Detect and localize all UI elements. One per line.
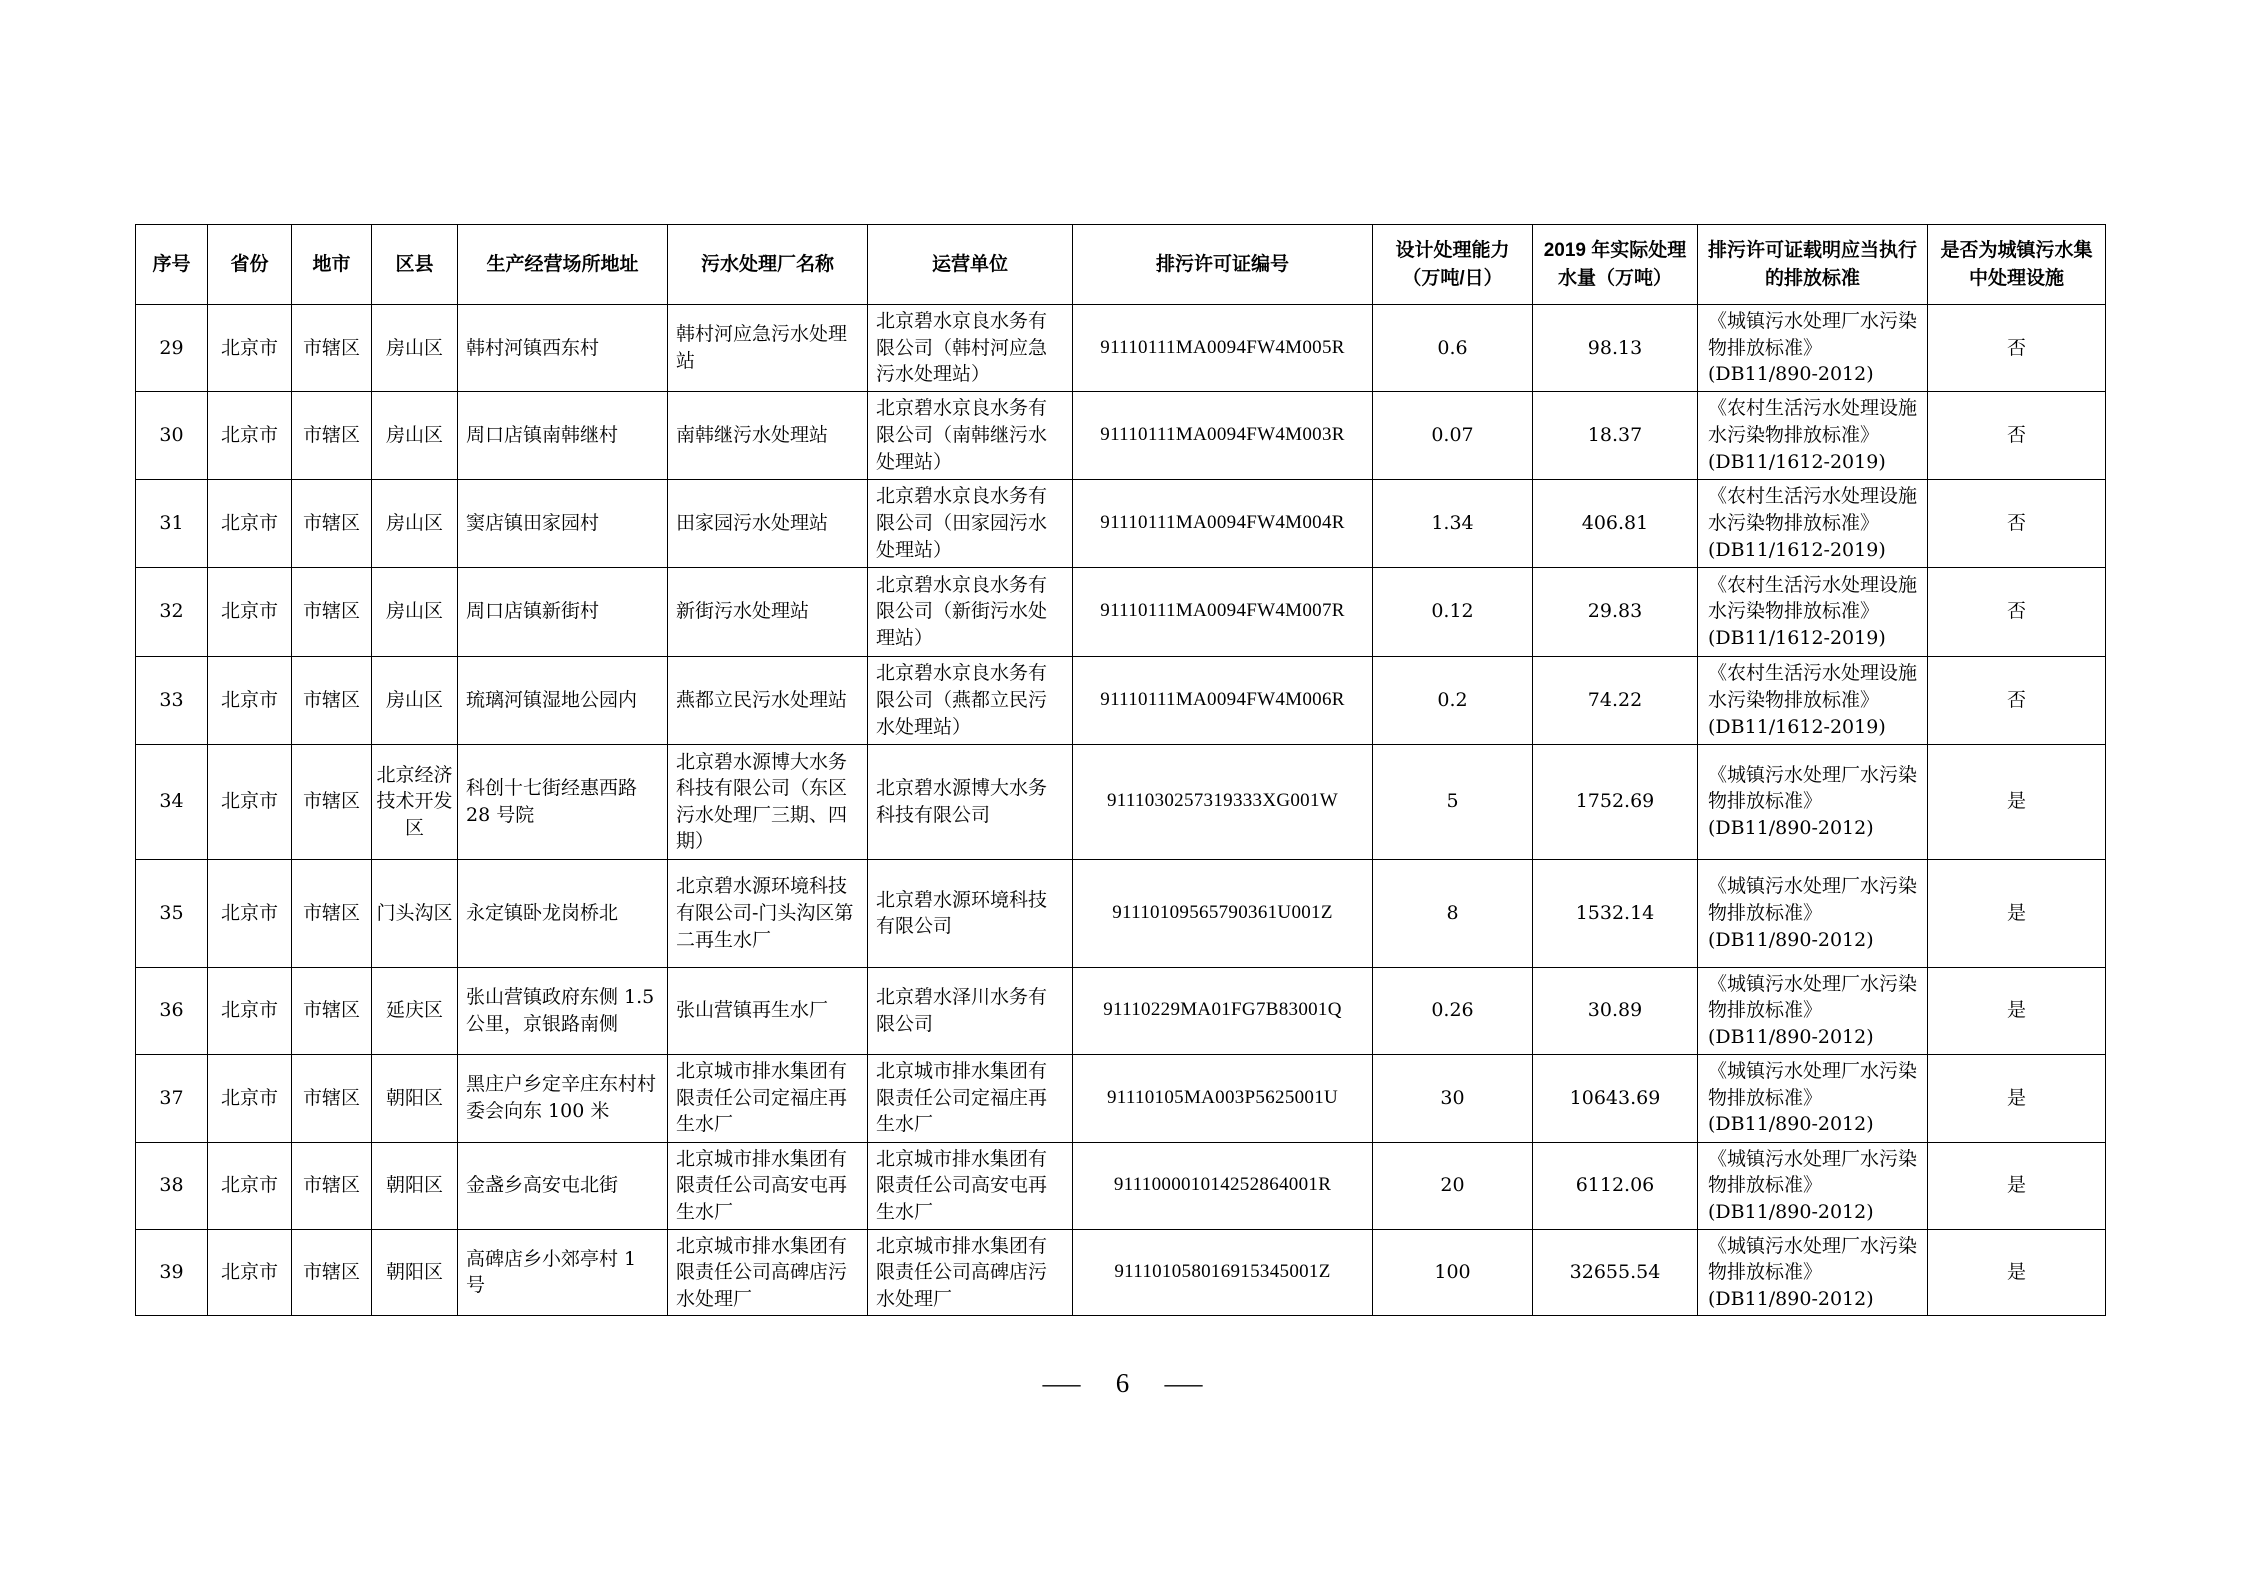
cell-province: 北京市: [208, 967, 292, 1054]
cell-district: 延庆区: [372, 967, 458, 1054]
cell-centralized: 是: [1928, 1229, 2106, 1316]
table-row: [136, 744, 2106, 859]
cell-permit-no: 91110105MA003P5625001U: [1073, 1054, 1373, 1142]
cell-volume-2019: 6112.06: [1533, 1142, 1698, 1229]
cell-capacity: 8: [1373, 859, 1533, 967]
cell-capacity: 0.6: [1373, 305, 1533, 392]
header-plant-name: 污水处理厂名称: [668, 225, 868, 305]
cell-standard: 《城镇污水处理厂水污染物排放标准》(DB11/890-2012): [1698, 1229, 1928, 1316]
cell-address: 韩村河镇西东村: [458, 305, 668, 392]
cell-operator: 北京城市排水集团有限责任公司高安屯再生水厂: [868, 1142, 1073, 1229]
cell-standard: 《城镇污水处理厂水污染物排放标准》(DB11/890-2012): [1698, 967, 1928, 1054]
cell-centralized: 否: [1928, 305, 2106, 392]
table-row: [136, 656, 2106, 744]
cell-city: 市辖区: [292, 391, 372, 479]
table-row: [136, 1142, 2106, 1229]
cell-city: 市辖区: [292, 1229, 372, 1316]
table-row: [136, 1054, 2106, 1142]
table-row: [136, 567, 2106, 656]
cell-operator: 北京碧水京良水务有限公司（南韩继污水处理站）: [868, 391, 1073, 479]
table-row: [136, 479, 2106, 567]
cell-province: 北京市: [208, 479, 292, 567]
table-row: [136, 859, 2106, 967]
cell-province: 北京市: [208, 656, 292, 744]
cell-city: 市辖区: [292, 859, 372, 967]
table-row: [136, 305, 2106, 392]
cell-district: 朝阳区: [372, 1142, 458, 1229]
cell-province: 北京市: [208, 305, 292, 392]
header-operator: 运营单位: [868, 225, 1073, 305]
cell-volume-2019: 74.22: [1533, 656, 1698, 744]
cell-permit-no: 911101058016915345001Z: [1073, 1229, 1373, 1316]
cell-standard: 《城镇污水处理厂水污染物排放标准》(DB11/890-2012): [1698, 305, 1928, 392]
cell-city: 市辖区: [292, 744, 372, 859]
cell-district: 房山区: [372, 567, 458, 656]
cell-serial: 29: [136, 305, 208, 392]
cell-serial: 30: [136, 391, 208, 479]
cell-address: 张山营镇政府东侧 1.5 公里，京银路南侧: [458, 967, 668, 1054]
cell-province: 北京市: [208, 1142, 292, 1229]
cell-centralized: 是: [1928, 1142, 2106, 1229]
cell-operator: 北京城市排水集团有限责任公司定福庄再生水厂: [868, 1054, 1073, 1142]
cell-serial: 31: [136, 479, 208, 567]
cell-city: 市辖区: [292, 967, 372, 1054]
cell-plant-name: 韩村河应急污水处理站: [668, 305, 868, 392]
cell-volume-2019: 98.13: [1533, 305, 1698, 392]
cell-volume-2019: 1752.69: [1533, 744, 1698, 859]
cell-plant-name: 北京碧水源博大水务科技有限公司（东区污水处理厂三期、四期）: [668, 744, 868, 859]
cell-serial: 39: [136, 1229, 208, 1316]
cell-permit-no: 91110111MA0094FW4M005R: [1073, 305, 1373, 392]
cell-serial: 33: [136, 656, 208, 744]
header-permit-no: 排污许可证编号: [1073, 225, 1373, 305]
cell-address: 永定镇卧龙岗桥北: [458, 859, 668, 967]
cell-operator: 北京碧水京良水务有限公司（燕都立民污水处理站）: [868, 656, 1073, 744]
cell-centralized: 是: [1928, 744, 2106, 859]
cell-centralized: 否: [1928, 391, 2106, 479]
cell-serial: 36: [136, 967, 208, 1054]
cell-plant-name: 北京城市排水集团有限责任公司高安屯再生水厂: [668, 1142, 868, 1229]
cell-standard: 《城镇污水处理厂水污染物排放标准》(DB11/890-2012): [1698, 1142, 1928, 1229]
cell-capacity: 0.12: [1373, 567, 1533, 656]
cell-permit-no: 91110111MA0094FW4M006R: [1073, 656, 1373, 744]
header-capacity: 设计处理能力（万吨/日）: [1373, 225, 1533, 305]
header-centralized: 是否为城镇污水集中处理设施: [1928, 225, 2106, 305]
cell-city: 市辖区: [292, 656, 372, 744]
cell-permit-no: 91110229MA01FG7B83001Q: [1073, 967, 1373, 1054]
cell-capacity: 0.07: [1373, 391, 1533, 479]
cell-province: 北京市: [208, 391, 292, 479]
cell-address: 高碑店乡小郊亭村 1 号: [458, 1229, 668, 1316]
table-header-row: [136, 225, 2106, 305]
header-province: 省份: [208, 225, 292, 305]
cell-province: 北京市: [208, 1229, 292, 1316]
cell-province: 北京市: [208, 1054, 292, 1142]
cell-operator: 北京碧水京良水务有限公司（新街污水处理站）: [868, 567, 1073, 656]
cell-serial: 35: [136, 859, 208, 967]
cell-standard: 《农村生活污水处理设施水污染物排放标准》(DB11/1612-2019): [1698, 656, 1928, 744]
cell-permit-no: 91110109565790361U001Z: [1073, 859, 1373, 967]
cell-standard: 《农村生活污水处理设施水污染物排放标准》(DB11/1612-2019): [1698, 479, 1928, 567]
cell-serial: 32: [136, 567, 208, 656]
footer-dash-right: —: [1164, 1368, 1203, 1398]
cell-plant-name: 北京城市排水集团有限责任公司定福庄再生水厂: [668, 1054, 868, 1142]
cell-operator: 北京碧水源环境科技有限公司: [868, 859, 1073, 967]
cell-district: 房山区: [372, 479, 458, 567]
cell-volume-2019: 1532.14: [1533, 859, 1698, 967]
header-city: 地市: [292, 225, 372, 305]
cell-capacity: 30: [1373, 1054, 1533, 1142]
cell-permit-no: 91110111MA0094FW4M004R: [1073, 479, 1373, 567]
cell-address: 科创十七街经惠西路 28 号院: [458, 744, 668, 859]
cell-centralized: 是: [1928, 967, 2106, 1054]
cell-district: 朝阳区: [372, 1229, 458, 1316]
cell-district: 房山区: [372, 391, 458, 479]
cell-address: 周口店镇南韩继村: [458, 391, 668, 479]
cell-address: 琉璃河镇湿地公园内: [458, 656, 668, 744]
cell-address: 窦店镇田家园村: [458, 479, 668, 567]
table-row: [136, 967, 2106, 1054]
cell-capacity: 1.34: [1373, 479, 1533, 567]
header-address: 生产经营场所地址: [458, 225, 668, 305]
cell-district: 朝阳区: [372, 1054, 458, 1142]
header-district: 区县: [372, 225, 458, 305]
cell-centralized: 否: [1928, 656, 2106, 744]
cell-operator: 北京碧水泽川水务有限公司: [868, 967, 1073, 1054]
cell-capacity: 0.2: [1373, 656, 1533, 744]
header-standard: 排污许可证载明应当执行的排放标准: [1698, 225, 1928, 305]
cell-district: 房山区: [372, 656, 458, 744]
cell-address: 周口店镇新街村: [458, 567, 668, 656]
cell-volume-2019: 30.89: [1533, 967, 1698, 1054]
cell-volume-2019: 406.81: [1533, 479, 1698, 567]
cell-province: 北京市: [208, 567, 292, 656]
table-row: [136, 1229, 2106, 1316]
cell-volume-2019: 18.37: [1533, 391, 1698, 479]
cell-volume-2019: 10643.69: [1533, 1054, 1698, 1142]
footer-page-number: 6: [1115, 1368, 1130, 1398]
cell-operator: 北京城市排水集团有限责任公司高碑店污水处理厂: [868, 1229, 1073, 1316]
cell-standard: 《城镇污水处理厂水污染物排放标准》(DB11/890-2012): [1698, 859, 1928, 967]
cell-city: 市辖区: [292, 1054, 372, 1142]
cell-operator: 北京碧水京良水务有限公司（田家园污水处理站）: [868, 479, 1073, 567]
table-body: [136, 305, 2106, 1316]
page-footer: [0, 1368, 2245, 1399]
cell-permit-no: 91110111MA0094FW4M003R: [1073, 391, 1373, 479]
cell-plant-name: 燕都立民污水处理站: [668, 656, 868, 744]
cell-capacity: 5: [1373, 744, 1533, 859]
cell-capacity: 0.26: [1373, 967, 1533, 1054]
cell-district: 北京经济技术开发区: [372, 744, 458, 859]
cell-capacity: 20: [1373, 1142, 1533, 1229]
cell-province: 北京市: [208, 859, 292, 967]
cell-plant-name: 张山营镇再生水厂: [668, 967, 868, 1054]
cell-standard: 《农村生活污水处理设施水污染物排放标准》(DB11/1612-2019): [1698, 391, 1928, 479]
footer-dash-left: —: [1042, 1368, 1081, 1398]
cell-city: 市辖区: [292, 567, 372, 656]
cell-city: 市辖区: [292, 479, 372, 567]
cell-volume-2019: 32655.54: [1533, 1229, 1698, 1316]
cell-district: 门头沟区: [372, 859, 458, 967]
cell-centralized: 是: [1928, 1054, 2106, 1142]
cell-permit-no: 911100001014252864001R: [1073, 1142, 1373, 1229]
cell-permit-no: 91110111MA0094FW4M007R: [1073, 567, 1373, 656]
cell-city: 市辖区: [292, 305, 372, 392]
cell-operator: 北京碧水京良水务有限公司（韩村河应急污水处理站）: [868, 305, 1073, 392]
cell-serial: 38: [136, 1142, 208, 1229]
cell-plant-name: 南韩继污水处理站: [668, 391, 868, 479]
cell-plant-name: 新街污水处理站: [668, 567, 868, 656]
cell-serial: 37: [136, 1054, 208, 1142]
cell-centralized: 是: [1928, 859, 2106, 967]
cell-permit-no: 9111030257319333XG001W: [1073, 744, 1373, 859]
cell-centralized: 否: [1928, 567, 2106, 656]
cell-serial: 34: [136, 744, 208, 859]
cell-plant-name: 北京城市排水集团有限责任公司高碑店污水处理厂: [668, 1229, 868, 1316]
cell-volume-2019: 29.83: [1533, 567, 1698, 656]
cell-province: 北京市: [208, 744, 292, 859]
cell-address: 黑庄户乡定辛庄东村村委会向东 100 米: [458, 1054, 668, 1142]
cell-plant-name: 北京碧水源环境科技有限公司-门头沟区第二再生水厂: [668, 859, 868, 967]
header-volume-2019: 2019 年实际处理水量（万吨）: [1533, 225, 1698, 305]
cell-district: 房山区: [372, 305, 458, 392]
cell-standard: 《城镇污水处理厂水污染物排放标准》(DB11/890-2012): [1698, 1054, 1928, 1142]
cell-operator: 北京碧水源博大水务科技有限公司: [868, 744, 1073, 859]
permit-table: [135, 224, 2106, 1316]
header-serial: 序号: [136, 225, 208, 305]
cell-city: 市辖区: [292, 1142, 372, 1229]
cell-standard: 《城镇污水处理厂水污染物排放标准》(DB11/890-2012): [1698, 744, 1928, 859]
cell-capacity: 100: [1373, 1229, 1533, 1316]
cell-standard: 《农村生活污水处理设施水污染物排放标准》(DB11/1612-2019): [1698, 567, 1928, 656]
cell-plant-name: 田家园污水处理站: [668, 479, 868, 567]
cell-address: 金盏乡高安屯北街: [458, 1142, 668, 1229]
cell-centralized: 否: [1928, 479, 2106, 567]
table-row: [136, 391, 2106, 479]
